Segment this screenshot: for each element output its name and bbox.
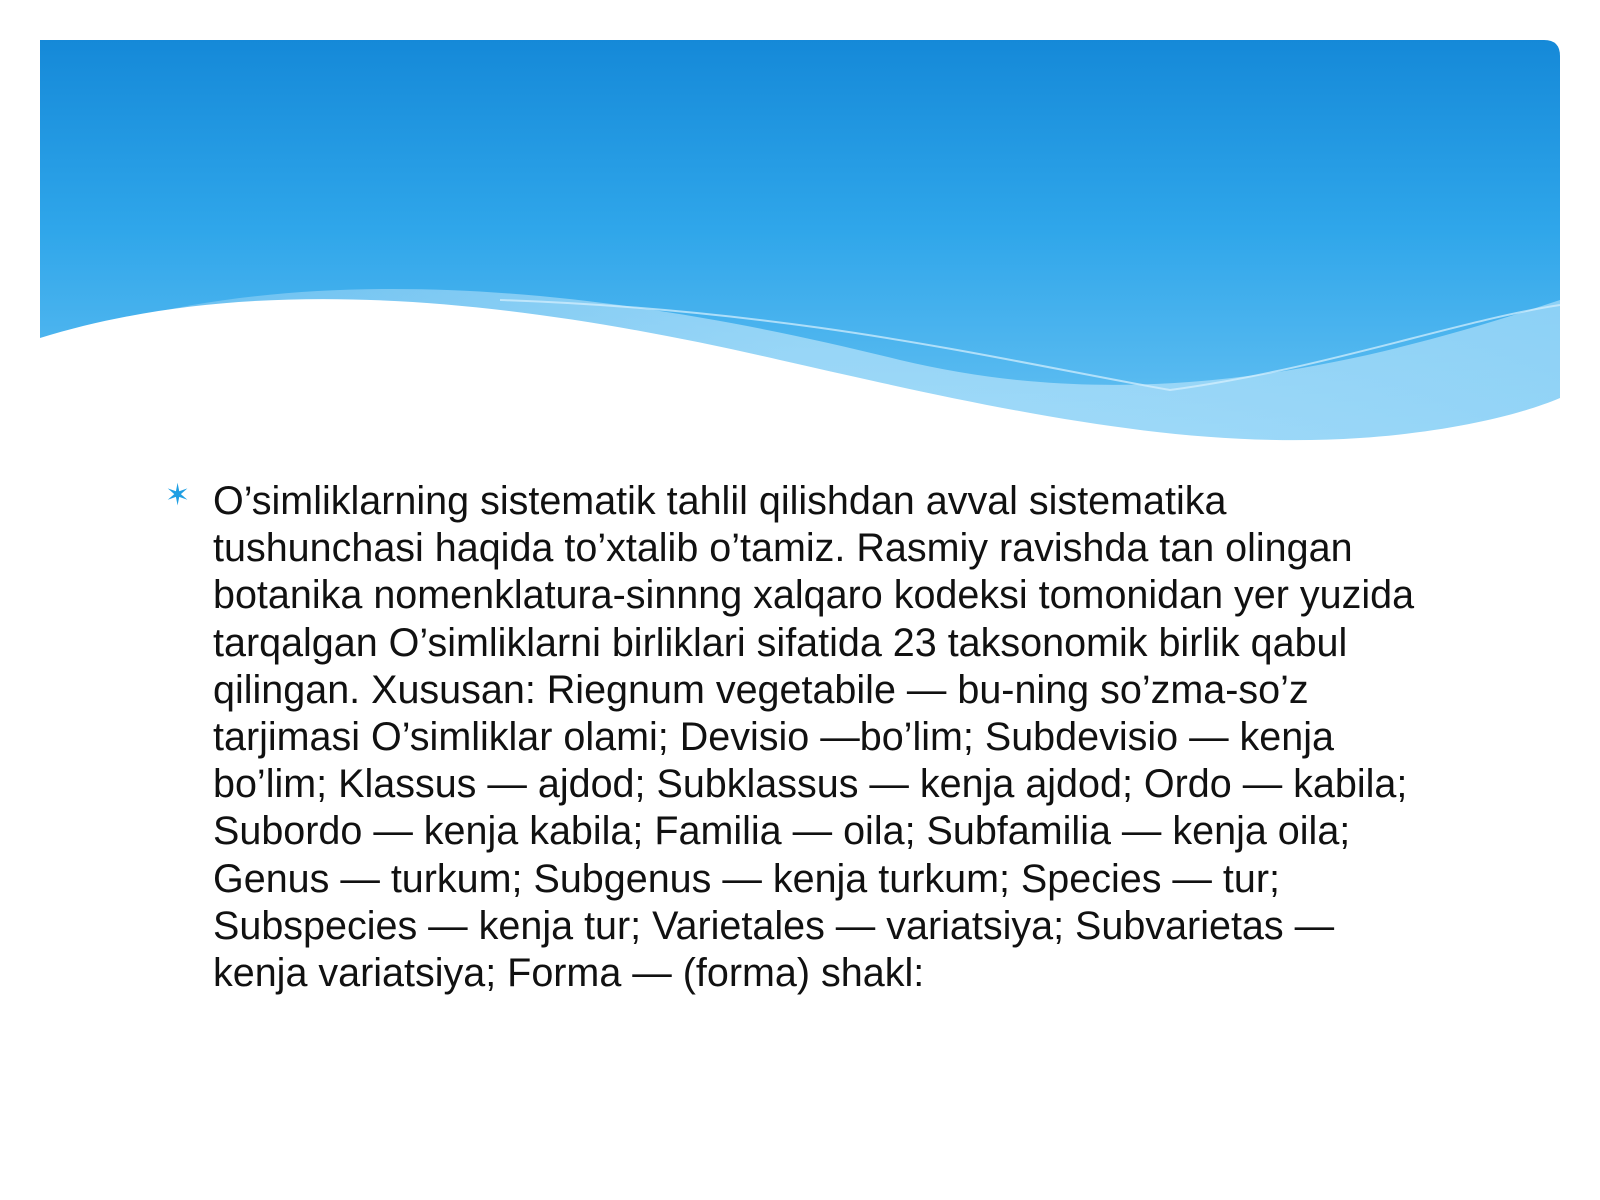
bullet-item (165, 478, 1435, 997)
slide-body (165, 478, 1435, 997)
bullet-text: O’simliklarning sistematik tahlil qilishdan avval sistematika tushunchasi haqida to’xtalib o’tamiz. Rasmiy ravishda tan olingan botanika nomenklatura-sinnng xalqaro kodeksi tomonidan yer yuzida tarqalgan O’simliklarni birliklari sifatida 23 taksonomik birlik qabul qilingan. Xususan: Riegnum vegetabile — bu-ning so’zma-so’z tarjimasi O’simliklar olami; Devisio —bo’lim; Subdevisio — kenja bo’lim; Klassus — ajdod; Subklassus — kenja ajdod; Ordo — kabila; Subordo — kenja kabila; Familia — oila; Subfamilia — kenja oila; Genus — turkum; Subgenus — kenja turkum; Species — tur; Subspecies — kenja tur; Varietales — variatsiya; Subvarietas — kenja variatsiya; Forma — (forma) shakl: (213, 479, 1415, 996)
star-bullet-icon: ✶ (165, 478, 191, 513)
wave-header-decoration (0, 0, 1600, 460)
